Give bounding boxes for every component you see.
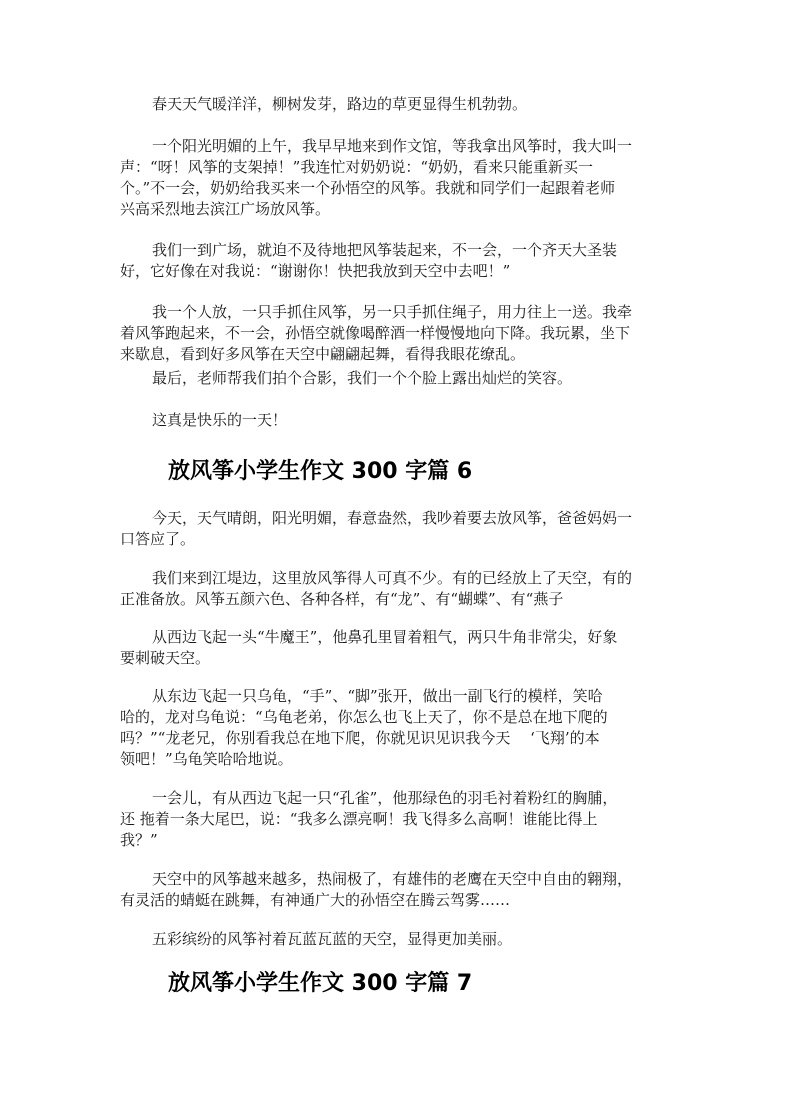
text-line: 来歇息，看到好多风筝在天空中翩翩起舞，看得我眼花缭乱。 xyxy=(120,345,526,363)
text-line: 有灵活的蜻蜓在跳舞，有神通广大的孙悟空在腾云驾雾…… xyxy=(120,891,511,909)
text-line: 从东边飞起一只乌龟，“手”、“脚”张开，做出一副飞行的模样，笑哈 xyxy=(152,687,603,705)
text-line: 要刺破天空。 xyxy=(120,649,211,667)
text-line: 还 拖着一条大尾巴，说：“我多么漂亮啊！我飞得多么高啊！谁能比得上 xyxy=(120,810,598,828)
text-line: 我一个人放，一只手抓住风筝，另一只手抓住绳子，用力往上一送。我牵 xyxy=(152,303,633,321)
text-line: 着风筝跑起来，不一会，孙悟空就像喝醉酒一样慢慢地向下降。我玩累，坐下 xyxy=(120,324,631,342)
text-line: 今天，天气晴朗，阳光明媚，春意盎然，我吵着要去放风筝，爸爸妈妈一 xyxy=(152,509,633,527)
text-line: 五彩缤纷的风筝衬着瓦蓝瓦蓝的天空，显得更加美丽。 xyxy=(152,930,513,948)
paragraph xyxy=(120,302,664,365)
text-line: 一会儿，有从西边飞起一只“孔雀”，他那绿色的羽毛衬着粉红的胸脯， xyxy=(152,789,618,807)
paragraph xyxy=(120,627,664,669)
paragraph xyxy=(120,929,664,950)
section-heading-6: 放风筝小学生作文 300 字篇 6 xyxy=(168,459,473,484)
text-line: 吗？”“龙老兄，你别看我总在地下爬，你就见识见识我今天 ‘飞翔’的本 xyxy=(120,729,600,747)
text-line: 领吧！”乌龟笑哈哈地说。 xyxy=(120,750,293,768)
paragraph xyxy=(120,686,664,770)
text-line: 口答应了。 xyxy=(120,530,196,548)
text-line: 兴高采烈地去滨江广场放风筝。 xyxy=(120,200,331,218)
paragraph xyxy=(120,94,664,115)
text-line: 这真是快乐的一天！ xyxy=(152,411,288,429)
text-line: 我？” xyxy=(120,831,158,849)
paragraph xyxy=(120,568,664,610)
paragraph xyxy=(120,240,664,282)
paragraph xyxy=(120,136,664,220)
text-line: 春天天气暖洋洋，柳树发芽，路边的草更显得生机勃勃。 xyxy=(152,95,528,113)
text-line: 哈的，龙对乌龟说：“乌龟老弟，你怎么也飞上天了，你不是总在地下爬的 xyxy=(120,708,608,726)
text-line: 天空中的风筝越来越多，热闹极了，有雄伟的老鹰在天空中自由的翱翔， xyxy=(152,870,633,888)
text-line: 声：“呀！风筝的支架掉！”我连忙对奶奶说：“奶奶，看来只能重新买一 xyxy=(120,158,594,176)
text-line: 好，它好像在对我说：“谢谢你！快把我放到天空中去吧！” xyxy=(120,262,511,280)
text-line: 最后，老师帮我们拍个合影，我们一个个脸上露出灿烂的笑容。 xyxy=(152,369,573,387)
paragraph xyxy=(120,508,664,550)
text-line: 从西边飞起一头“牛魔王”，他鼻孔里冒着粗气，两只牛角非常尖，好象 xyxy=(152,628,618,646)
text-line: 一个阳光明媚的上午，我早早地来到作文馆，等我拿出风筝时，我大叫一 xyxy=(152,137,633,155)
paragraph xyxy=(120,869,664,911)
section-heading-7: 放风筝小学生作文 300 字篇 7 xyxy=(168,971,473,996)
paragraph xyxy=(120,368,664,389)
paragraph xyxy=(120,788,664,851)
text-line: 个。”不一会，奶奶给我买来一个孙悟空的风筝。我就和同学们一起跟着老师 xyxy=(120,179,616,197)
text-line: 我们来到江堤边，这里放风筝得人可真不少。有的已经放上了天空，有的 xyxy=(152,569,633,587)
text-line: 我们一到广场，就迫不及待地把风筝装起来，不一会，一个齐天大圣装 xyxy=(152,241,618,259)
text-line: 正准备放。风筝五颜六色、各种各样，有“龙”、有“蝴蝶”、有“燕子 xyxy=(120,590,564,608)
paragraph xyxy=(120,410,664,431)
